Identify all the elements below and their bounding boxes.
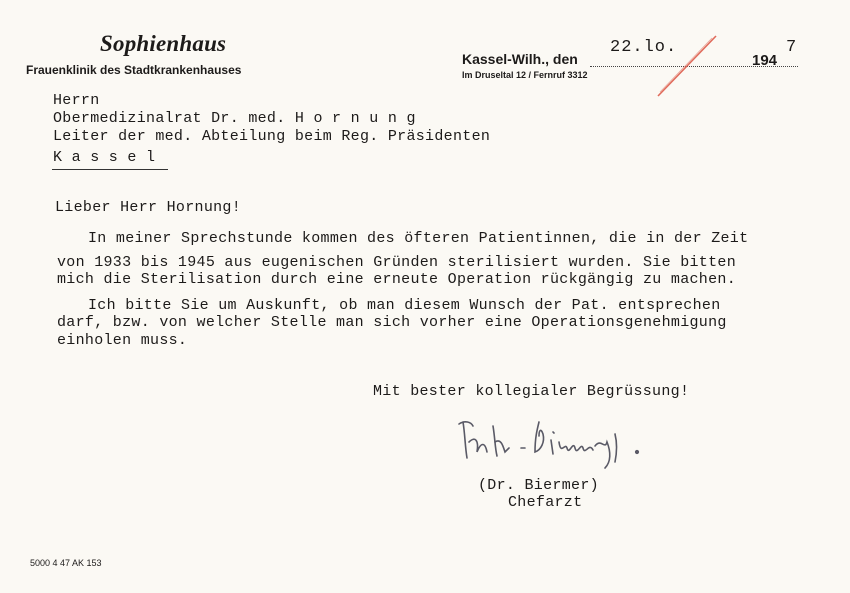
date-day: 22.lo. xyxy=(610,38,678,57)
letterhead-address: Im Druseltal 12 / Fernruf 3312 xyxy=(462,70,588,80)
paragraph-1-line-3: mich die Sterilisation durch eine erneute Operation rückgängig zu machen. xyxy=(57,271,737,288)
date-year-prefix: 194 xyxy=(752,52,778,69)
paragraph-2-line-3: einholen muss. xyxy=(57,332,188,349)
signatory-title: Chefarzt xyxy=(508,494,583,511)
recipient-line-3: Leiter der med. Abteilung beim Reg. Präsidenten xyxy=(53,128,491,145)
letterhead-city-label: Kassel-Wilh., den xyxy=(462,51,578,67)
recipient-line-4: K a s s e l xyxy=(53,149,156,166)
date-year-suffix: 7 xyxy=(786,38,797,57)
recipient-line-1: Herrn xyxy=(53,92,100,109)
salutation: Lieber Herr Hornung! xyxy=(55,199,242,216)
paragraph-2-line-2: darf, bzw. von welcher Stelle man sich vorher eine Operationsgenehmigung xyxy=(57,314,727,331)
red-pencil-mark xyxy=(650,30,720,100)
letterhead-org-name: Sophienhaus xyxy=(100,31,227,56)
paragraph-2-line-1: Ich bitte Sie um Auskunft, ob man diesem Wunsch der Pat. entsprechen xyxy=(88,297,721,314)
form-number: 5000 4 47 AK 153 xyxy=(30,558,102,568)
recipient-line-2: Obermedizinalrat Dr. med. H o r n u n g xyxy=(53,110,416,127)
signatory-name: (Dr. Biermer) xyxy=(478,477,599,494)
handwritten-signature xyxy=(455,412,655,472)
letterhead-org-subtitle: Frauenklinik des Stadtkrankenhauses xyxy=(26,63,242,77)
paragraph-1-line-2: von 1933 bis 1945 aus eugenischen Gründen sterilisiert wurden. Sie bitten xyxy=(57,254,737,271)
paragraph-1-line-1: In meiner Sprechstunde kommen des öfteren Patientinnen, die in der Zeit xyxy=(88,230,749,247)
recipient-city-underline xyxy=(52,169,168,170)
closing-line: Mit bester kollegialer Begrüssung! xyxy=(373,383,690,400)
